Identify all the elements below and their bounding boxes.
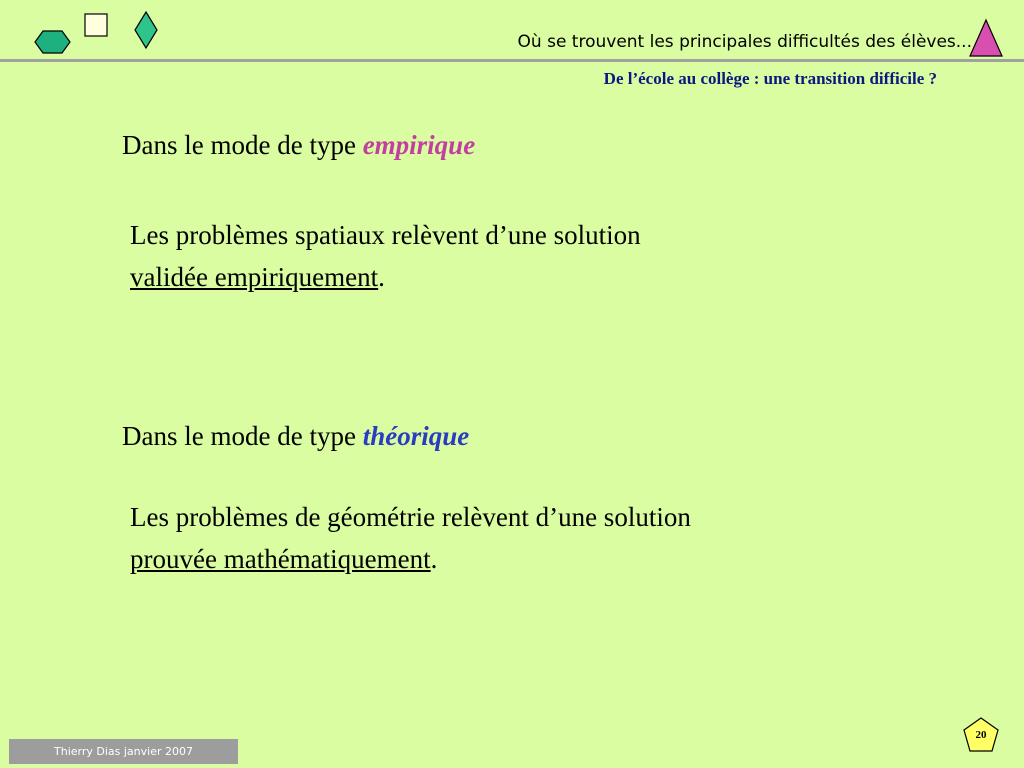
page-number-badge <box>962 716 1000 754</box>
triangle-icon[interactable] <box>968 18 1004 58</box>
paragraph-line <box>130 256 641 298</box>
header-title: Où se trouvent les principales difficultés des élèves... <box>517 32 972 52</box>
section-heading-theorique <box>122 421 469 452</box>
heading-accent-empirique: empirique <box>362 130 476 160</box>
underlined-phrase: validée empiriquement <box>130 262 379 292</box>
heading-prefix: Dans le mode de type <box>122 130 363 160</box>
paragraph-theorique <box>130 496 691 580</box>
line-suffix: . <box>378 262 385 292</box>
heading-prefix: Dans le mode de type <box>122 421 363 451</box>
page-number: 20 <box>975 729 987 741</box>
hexagon-icon <box>35 31 70 53</box>
line-suffix: . <box>430 544 438 574</box>
subtitle: De l’école au collège : une transition difficile ? <box>603 69 937 88</box>
heading-accent-theorique: théorique <box>362 421 470 451</box>
paragraph-empirique <box>130 214 641 298</box>
paragraph-line <box>130 538 691 580</box>
header-shapes <box>0 0 180 60</box>
paragraph-line: Les problèmes de géométrie relèvent d’une solution <box>130 502 691 532</box>
square-icon <box>85 14 107 36</box>
section-heading-empirique <box>122 130 475 161</box>
underlined-phrase: prouvée mathématiquement <box>130 544 431 574</box>
footer-author: Thierry Dias janvier 2007 <box>9 739 238 764</box>
header-divider <box>0 59 1024 62</box>
paragraph-line: Les problèmes spatiaux relèvent d’une solution <box>130 220 641 250</box>
diamond-icon <box>135 12 157 48</box>
